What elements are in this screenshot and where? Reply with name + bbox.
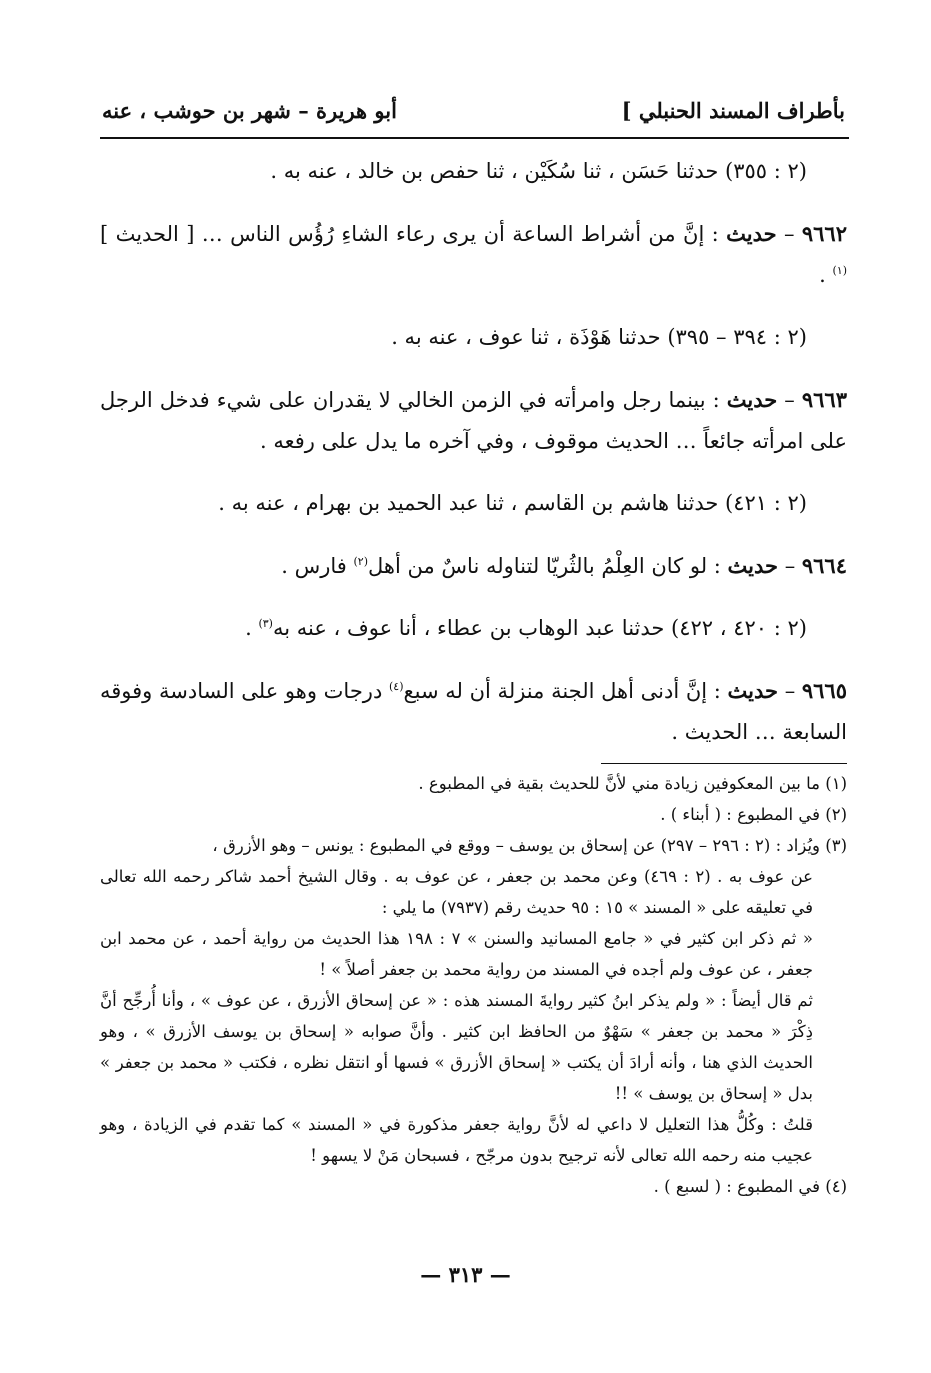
- hadith-keyword: حديث: [726, 221, 777, 246]
- header-section-title: أبو هريرة – شهر بن حوشب ، عنه: [102, 98, 397, 123]
- footnotes: [100, 768, 847, 1202]
- hadith-text: : إنَّ أدنى أهل الجنة منزلة أن له سبع: [403, 679, 728, 703]
- hadith-9663: [100, 379, 847, 462]
- main-text: [100, 151, 847, 753]
- hadith-text-end: فارس .: [281, 554, 354, 578]
- footnote-2: (٢) في المطبوع : ( أبناء ) .: [660, 805, 847, 824]
- page-number: — ٣١٣ —: [420, 1262, 511, 1287]
- footnote-3: (٣) ويُزاد : (٢ : ٢٩٦ – ٢٩٧) عن إسحاق بن يوسف – ووقع في المطبوع : يونس – وهو الأزرق ،: [212, 836, 847, 855]
- hadith-dash: –: [777, 388, 802, 412]
- source-line-9663: (٢ : ٤٢١) حدثنا هاشم بن القاسم ، ثنا عبد الحميد بن بهرام ، عنه به .: [218, 491, 807, 515]
- hadith-number: ٩٦٦٢: [801, 221, 847, 246]
- hadith-text-end: .: [819, 263, 833, 287]
- source-text-end: .: [245, 616, 259, 640]
- hadith-9662: [100, 213, 847, 296]
- hadith-number: ٩٦٦٣: [801, 387, 847, 412]
- source-line-9664: [100, 608, 847, 649]
- header-book-title: بأطراف المسند الحنبلي ]: [621, 98, 845, 123]
- hadith-keyword: حديث: [727, 553, 779, 578]
- hadith-9665: [100, 670, 847, 753]
- running-header: [100, 98, 847, 129]
- hadith-text: : لو كان العِلْمُ بالثُريّا لتناوله ناسٌ من أهل: [368, 554, 728, 578]
- hadith-text: : بينما رجل وامرأته في الزمن الخالي لا يقدران على شيء فدخل الرجل على امرأته جائعاً … الحديث موقوف ، وفي آخره ما يدل على رفعه .: [100, 388, 847, 453]
- hadith-dash: –: [778, 554, 802, 578]
- footnote-3-quote-1: « ثم ذكر ابن كثير في « جامع المسانيد والسنن » ٧ : ١٩٨ هذا الحديث من رواية أحمد ، عن محمد ابن جعفر ، عن عوف ولم أجده في المسند من رواية محمد بن جعفر أصلاً » !: [100, 929, 813, 979]
- footnote-3-continued: عن عوف به . (٢ : ٤٦٩) وعن محمد بن جعفر ، عن عوف به . وقال الشيخ أحمد شاكر رحمه الله تعالى في تعليقه على « المسند » ١٥ : ٩٥ حديث رقم (٧٩٣٧) ما يلي :: [100, 867, 813, 917]
- footnote-3-quote-2: ثم قال أيضاً : « ولم يذكر ابنُ كثير روايةَ المسند هذه : « عن إسحاق الأزرق ، عن عوف » ، وأنا أُرجِّح أنَّ ذِكْرَ « محمد بن جعفر » سَهْوٌ من الحافظ ابن كثير . وأنَّ صوابه « إسحاق بن يوسف الأزرق » ، وهو الحديث الذي هنا ، وأنه أرادَ أن يكتب « إسحاق الأزرق » فسها أو انتقل نظره ، فكتب « محمد بن جعفر » بدل « إسحاق بن يوسف » !!: [100, 991, 813, 1103]
- hadith-keyword: حديث: [727, 678, 779, 703]
- footnote-3-quote-3: قلتُ : وكُلُّ هذا التعليل لا داعي له لأنَّ رواية جعفر مذكورة في « المسند » كما تقدم في الزيادة ، وهو عجيب منه رحمه الله تعالى لأنه ترجيح بدون مرجّح ، فسبحان مَنْ لا يسهو !: [100, 1115, 813, 1165]
- hadith-text: : إنَّ من أشراط الساعة أن يرى رعاء الشاءِ رُؤُس الناس … [ الحديث ]: [100, 222, 727, 246]
- source-text: (٢ : ٤٢٠ ، ٤٢٢) حدثنا عبد الوهاب بن عطاء ، أنا عوف ، عنه به: [272, 616, 807, 640]
- hadith-dash: –: [776, 222, 802, 246]
- footnote-ref-3[interactable]: (٣): [258, 617, 273, 630]
- footnote-ref-4[interactable]: (٤): [388, 680, 404, 693]
- hadith-text-end: درجات وهو على السادسة وفوقه السابعة … الحديث .: [100, 679, 847, 744]
- source-line-9661: (٢ : ٣٥٥) حدثنا حَسَن ، ثنا سُكَيْن ، ثنا حفص بن خالد ، عنه به .: [270, 159, 807, 183]
- hadith-number: ٩٦٦٥: [801, 678, 847, 703]
- footnote-ref-2[interactable]: (٢): [353, 555, 369, 568]
- hadith-9664: [100, 545, 847, 587]
- source-line-9662: (٢ : ٣٩٤ – ٣٩٥) حدثنا هَوْذَة ، ثنا عوف ، عنه به .: [391, 325, 807, 349]
- footnote-ref-1[interactable]: (١): [832, 264, 847, 277]
- footnote-rule: [601, 763, 847, 764]
- footnote-4: (٤) في المطبوع : ( لسبع ) .: [653, 1177, 847, 1196]
- hadith-dash: –: [778, 679, 802, 703]
- footnote-1: (١) ما بين المعكوفين زيادة مني لأنَّ للحديث بقية في المطبوع .: [418, 774, 847, 793]
- hadith-keyword: حديث: [726, 387, 778, 412]
- hadith-number: ٩٦٦٤: [801, 553, 847, 578]
- header-rule: [100, 137, 849, 139]
